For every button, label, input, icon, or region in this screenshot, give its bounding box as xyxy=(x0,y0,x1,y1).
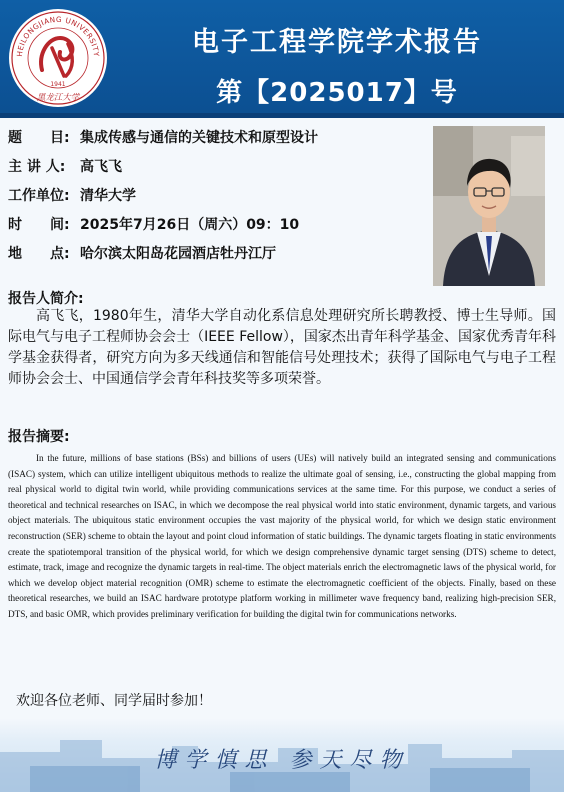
speaker-photo xyxy=(433,126,545,286)
org-value: 清华大学 xyxy=(80,188,136,204)
org-row xyxy=(8,185,418,214)
topic-row xyxy=(8,127,418,156)
logo-arc-text: HEILONGJIANG UNIVERSITY xyxy=(14,14,102,58)
bio-heading: 报告人简介: xyxy=(8,291,84,307)
topic-label: 题 目: xyxy=(8,130,70,146)
speaker-label: 主 讲 人: xyxy=(8,159,66,175)
time-label: 时 间: xyxy=(8,217,70,233)
org-label: 工作单位: xyxy=(8,188,70,204)
university-motto: 博学慎思 参天尽物 xyxy=(154,748,410,773)
logo-script: 黑龙江大学 xyxy=(36,93,80,103)
abstract-paragraph: In the future, millions of base stations (BSs) and billions of users (UEs) will natively build an integrated sensing and communications (ISAC) system, which can utilize intelligent ubiquitous methods to realize the ultimate goal of sensing, i.e., constructing the global mapping from real physical world to digital twin world, while providing communications services at the same time. For this purpose, we conduct a series of theoretical and technical researches on ISAC, in which we decompose the real physical world into static environment, dynamic targets, and various object materials. The ubiquitous static environment occupies the vast majority of the physical world, for which we design static environment reconstruction (SER) scheme to obtain the layout and point cloud information of static buildings. The dynamic targets floating in static environments create the spatiotemporal transition of the physical world, for which we design comprehensive dynamic target sensing (DTS) scheme to detect, estimate, track, image and recognize the dynamic targets in real-time. The object materials enrich the electromagnetic laws of the physical world, for which we develop object material recognition (OMR) scheme to estimate the electromagnetic coefficient of the objects. Finally, based on these theoretical researches, we build an ISAC hardware prototype platform working in millimeter wave frequency band, realizing high-precision SER, DTS, and basic OMR, which provides preliminary verification for building the digital twin for communications networks. xyxy=(8,453,556,619)
info-block xyxy=(8,127,418,272)
place-label: 地 点: xyxy=(8,246,70,262)
header-banner xyxy=(0,0,564,118)
place-value: 哈尔滨太阳岛花园酒店牡丹江厅 xyxy=(80,246,276,262)
report-number: 第【2025017】号 xyxy=(216,78,458,108)
bio-paragraph: 高飞飞，1980年生，清华大学自动化系信息处理研究所长聘教授、博士生导师。国际电气与电子工程师协会会士（IEEE Fellow），国家杰出青年科学基金、国家优秀青年科学基金获得者，研究方向为多天线通信和智能信号处理技术；获得了国际电气与电子工程师协会会士、中国通信学会青年科技奖等多项荣誉。 xyxy=(8,308,556,387)
speaker-row xyxy=(8,156,418,185)
abstract-heading: 报告摘要: xyxy=(8,429,70,445)
time-value: 2025年7月26日（周六）09：10 xyxy=(80,217,300,233)
logo-year: 1941 xyxy=(50,81,66,88)
place-row xyxy=(8,243,418,272)
speaker-portrait-image xyxy=(433,126,545,286)
welcome-text: 欢迎各位老师、同学届时参加！ xyxy=(16,693,212,709)
university-logo xyxy=(8,8,108,108)
report-title: 电子工程学院学术报告 xyxy=(192,27,482,58)
speaker-value: 高飞飞 xyxy=(80,159,122,175)
time-row xyxy=(8,214,418,243)
topic-value: 集成传感与通信的关键技术和原型设计 xyxy=(80,130,318,146)
